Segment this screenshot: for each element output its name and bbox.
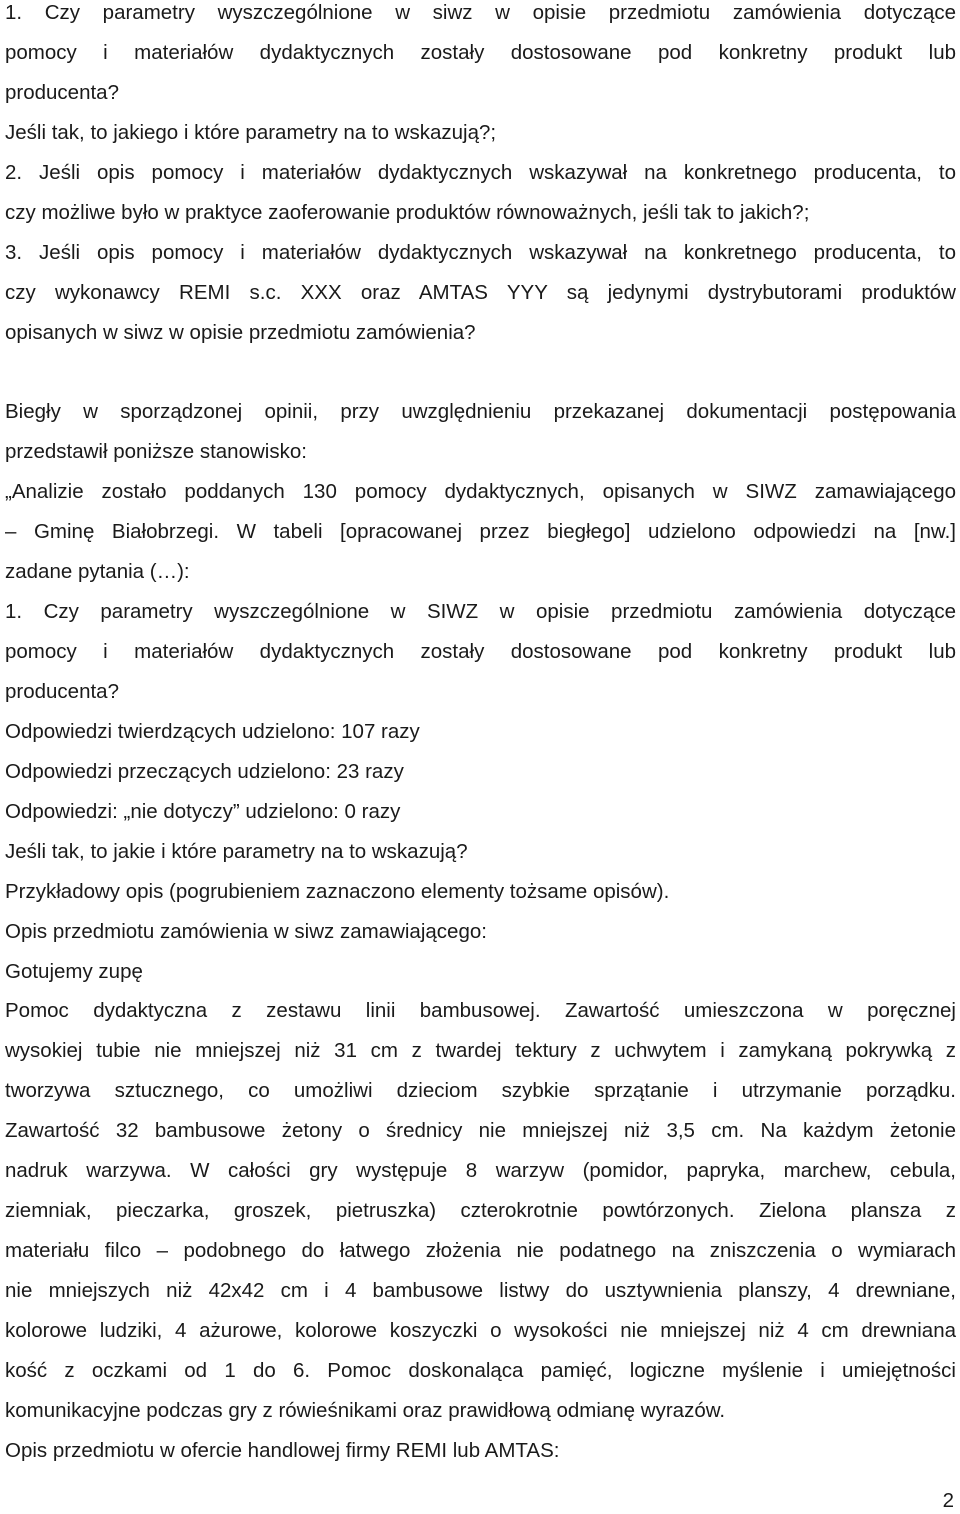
text-line: Opis przedmiotu w ofercie handlowej firmy REMI lub AMTAS: bbox=[5, 1439, 560, 1462]
text-line: wysokiej tubie nie mniejszej niż 31 cm z twardej tektury z uchwytem i zamykaną pokrywką z bbox=[5, 1039, 956, 1062]
text-line: producenta? bbox=[5, 680, 119, 703]
text-line: czy możliwe było w praktyce zaoferowanie produktów równoważnych, jeśli tak to jakich?; bbox=[5, 201, 810, 224]
text-line: Gotujemy zupę bbox=[5, 960, 143, 983]
text-line: Odpowiedzi przeczących udzielono: 23 razy bbox=[5, 760, 404, 783]
text-line: kość z oczkami od 1 do 6. Pomoc doskonaląca pamięć, logiczne myślenie i umiejętności bbox=[5, 1359, 956, 1382]
text-line: Jeśli tak, to jakiego i które parametry na to wskazują?; bbox=[5, 121, 497, 144]
text-line: przedstawił poniższe stanowisko: bbox=[5, 440, 307, 463]
text-line: nie mniejszych niż 42x42 cm i 4 bambusowe listwy do usztywnienia planszy, 4 drewniane, bbox=[5, 1279, 956, 1302]
text-line: Opis przedmiotu zamówienia w siwz zamawiającego: bbox=[5, 920, 487, 943]
text-line: pomocy i materiałów dydaktycznych zostały dostosowane pod konkretny produkt lub bbox=[5, 41, 956, 64]
text-line: Biegły w sporządzonej opinii, przy uwzględnieniu przekazanej dokumentacji postępowania bbox=[5, 400, 956, 423]
text-line: materiału filco – podobnego do łatwego złożenia nie podatnego na zniszczenia o wymiarach bbox=[5, 1239, 956, 1262]
text-line: kolorowe ludziki, 4 ażurowe, kolorowe koszyczki o wysokości nie mniejszej niż 4 cm drewniana bbox=[5, 1319, 956, 1342]
text-line: ziemniak, pieczarka, groszek, pietruszka) czterokrotnie powtórzonych. Zielona plansza z bbox=[5, 1199, 956, 1222]
page-number: 2 bbox=[942, 1489, 954, 1512]
text-line: – Gminę Białobrzegi. W tabeli [opracowanej przez biegłego] udzielono odpowiedzi na [nw.] bbox=[5, 520, 956, 543]
text-line: Pomoc dydaktyczna z zestawu linii bambusowej. Zawartość umieszczona w poręcznej bbox=[5, 999, 956, 1022]
text-line: tworzywa sztucznego, co umożliwi dzieciom szybkie sprzątanie i utrzymanie porządku. bbox=[5, 1079, 956, 1102]
text-line: 3. Jeśli opis pomocy i materiałów dydaktycznych wskazywał na konkretnego producenta, to bbox=[5, 241, 956, 264]
text-line: 1. Czy parametry wyszczególnione w siwz w opisie przedmiotu zamówienia dotyczące bbox=[5, 1, 956, 24]
text-line: Odpowiedzi: „nie dotyczy” udzielono: 0 razy bbox=[5, 800, 401, 823]
text-line: producenta? bbox=[5, 81, 119, 104]
text-line: zadane pytania (…): bbox=[5, 560, 190, 583]
text-line: 2. Jeśli opis pomocy i materiałów dydaktycznych wskazywał na konkretnego producenta, to bbox=[5, 161, 956, 184]
text-line: pomocy i materiałów dydaktycznych zostały dostosowane pod konkretny produkt lub bbox=[5, 640, 956, 663]
text-line: czy wykonawcy REMI s.c. XXX oraz AMTAS YYY są jedynymi dystrybutorami produktów bbox=[5, 281, 956, 304]
text-line: Zawartość 32 bambusowe żetony o średnicy nie mniejszej niż 3,5 cm. Na każdym żetonie bbox=[5, 1119, 956, 1142]
text-line: 1. Czy parametry wyszczególnione w SIWZ w opisie przedmiotu zamówienia dotyczące bbox=[5, 600, 956, 623]
text-line: opisanych w siwz w opisie przedmiotu zamówienia? bbox=[5, 321, 476, 344]
text-line: Odpowiedzi twierdzących udzielono: 107 razy bbox=[5, 720, 420, 743]
text-line: „Analizie zostało poddanych 130 pomocy dydaktycznych, opisanych w SIWZ zamawiającego bbox=[5, 480, 956, 503]
text-line: nadruk warzywa. W całości gry występuje 8 warzyw (pomidor, papryka, marchew, cebula, bbox=[5, 1159, 956, 1182]
text-line: Przykładowy opis (pogrubieniem zaznaczono elementy tożsame opisów). bbox=[5, 880, 670, 903]
text-line: Jeśli tak, to jakie i które parametry na to wskazują? bbox=[5, 840, 468, 863]
text-line: komunikacyjne podczas gry z rówieśnikami oraz prawidłową odmianę wyrazów. bbox=[5, 1399, 726, 1422]
